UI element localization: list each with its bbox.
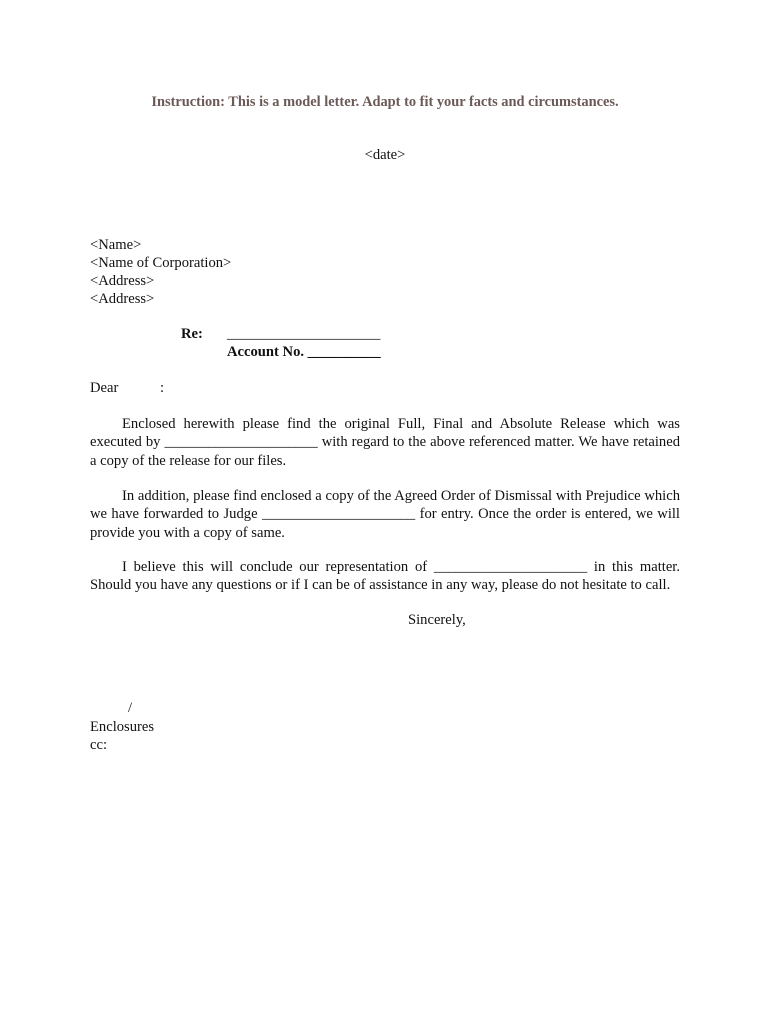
re-label: Re: bbox=[181, 326, 203, 342]
date-placeholder: <date> bbox=[364, 147, 406, 163]
closing: Sincerely, bbox=[408, 612, 466, 628]
salutation: Dear bbox=[90, 380, 119, 396]
recipient-name: <Name> bbox=[90, 237, 142, 253]
account-number-line: Account No. __________ bbox=[227, 344, 381, 360]
enclosures-line: Enclosures bbox=[90, 719, 155, 735]
recipient-address-line-1: <Address> bbox=[90, 273, 155, 289]
initials-separator: / bbox=[128, 700, 133, 716]
recipient-address-line-2: <Address> bbox=[90, 291, 155, 307]
body-paragraph-dismissal: In addition, please find enclosed a copy of the Agreed Order of Dismissal with Prejudice which we have forwarded to Judge _____________________ for entry. Once the order is entered, we will provide you with a copy of same. bbox=[90, 488, 680, 541]
re-blank: _____________________ bbox=[227, 326, 381, 342]
cc-line: cc: bbox=[90, 737, 108, 753]
body-paragraph-release: Enclosed herewith please find the original Full, Final and Absolute Release which was executed by _____________________ with regard to the above referenced matter. We have retained a copy of the release for our files. bbox=[90, 416, 680, 469]
salutation-colon: : bbox=[160, 380, 165, 396]
body-paragraph-conclusion: I believe this will conclude our representation of _____________________ in this matter. Should you have any questions or if I can be of assistance in any way, please do not hesitate to call. bbox=[90, 559, 680, 594]
recipient-corporation: <Name of Corporation> bbox=[90, 255, 232, 271]
instruction-heading: Instruction: This is a model letter. Adapt to fit your facts and circumstances. bbox=[151, 94, 619, 110]
